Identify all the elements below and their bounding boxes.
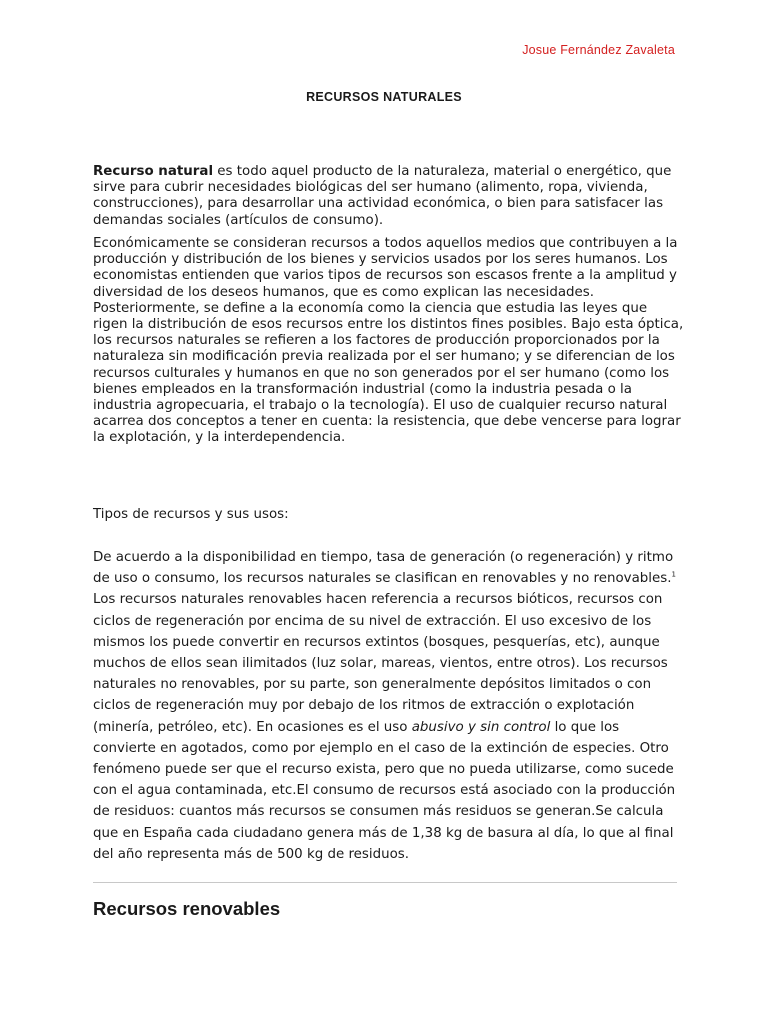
defined-term: Recurso natural xyxy=(93,164,214,179)
horizontal-divider xyxy=(93,882,677,883)
footnote-marker: 1 xyxy=(671,570,676,579)
section-heading-renewables: Recursos renovables xyxy=(93,898,281,919)
types-text-part2: Los recursos naturales renovables hacen referencia a recursos bióticos, recursos con ciclos de regeneración por encima de su nivel de extracción. El uso excesivo de los mismos los puede convertir en recursos extintos (bosques, pesquerías, etc), aunque muchos de ellos sean ilimitados (luz solar, mareas, vientos, entre otros). Los recursos naturales no renovables, por su parte, son generalmente depósitos limitados o con ciclos de regeneración muy por debajo de los ritmos de extracción o explotación (minería, petróleo, etc). En ocasiones es el uso xyxy=(93,592,668,735)
definition-text: es todo aquel producto de la naturaleza, material o energético, que sirve para cubrir necesidades biológicas del ser humano (alimento, ropa, vivienda, construcciones), para desarrollar una actividad económica, o bien para satisfacer las demandas sociales (artículos de consumo). xyxy=(93,164,672,228)
author-name: Josue Fernández Zavaleta xyxy=(522,43,675,57)
economics-paragraph: Económicamente se consideran recursos a todos aquellos medios que contribuyen a la producción y distribución de los bienes y servicios usados por los seres humanos. Los economistas entienden que varios tipos de recursos son escasos frente a la amplitud y diversidad de los deseos humanos, que es como explican las necesidades. Posteriormente, se define a la economía como la ciencia que estudia las leyes que rigen la distribución de esos recursos entre los distintos fines posibles. Bajo esta óptica, los recursos naturales se refieren a los factores de producción proporcionados por la naturaleza sin modificación previa realizada por el ser humano; y se diferencian de los recursos culturales y humanos en que no son generados por el ser humano (como los bienes empleados en la transformación industrial (como la industria pesada o la industria agropecuaria, el trabajo o la tecnología). El uso de cualquier recurso natural acarrea dos conceptos a tener en cuenta: la resistencia, que debe vencerse para lograr la explotación, y la interdependencia. xyxy=(93,236,684,446)
types-text-part3: lo que los convierte en agotados, como por ejemplo en el caso de la extinción de especies. Otro fenómeno puede ser que el recurso exista, pero que no pueda utilizarse, como sucede con el agua contaminada, etc.El consumo de recursos está asociado con la producción de residuos: cuantos más recursos se consumen más residuos se generan.Se calcula que en España cada ciudadano genera más de 1,38 kg de basura al día, lo que al final del año representa más de 500 kg de residuos. xyxy=(93,719,676,862)
types-heading: Tipos de recursos y sus usos: xyxy=(93,507,289,522)
emphasis-text: abusivo y sin control xyxy=(411,719,551,735)
document-title: RECURSOS NATURALES xyxy=(306,90,462,104)
types-text-part1: De acuerdo a la disponibilidad en tiempo, tasa de generación (o regeneración) y ritmo de uso o consumo, los recursos naturales se clasifican en renovables y no renovables. xyxy=(93,550,674,587)
intro-paragraph xyxy=(93,164,685,229)
types-paragraph xyxy=(93,547,685,865)
